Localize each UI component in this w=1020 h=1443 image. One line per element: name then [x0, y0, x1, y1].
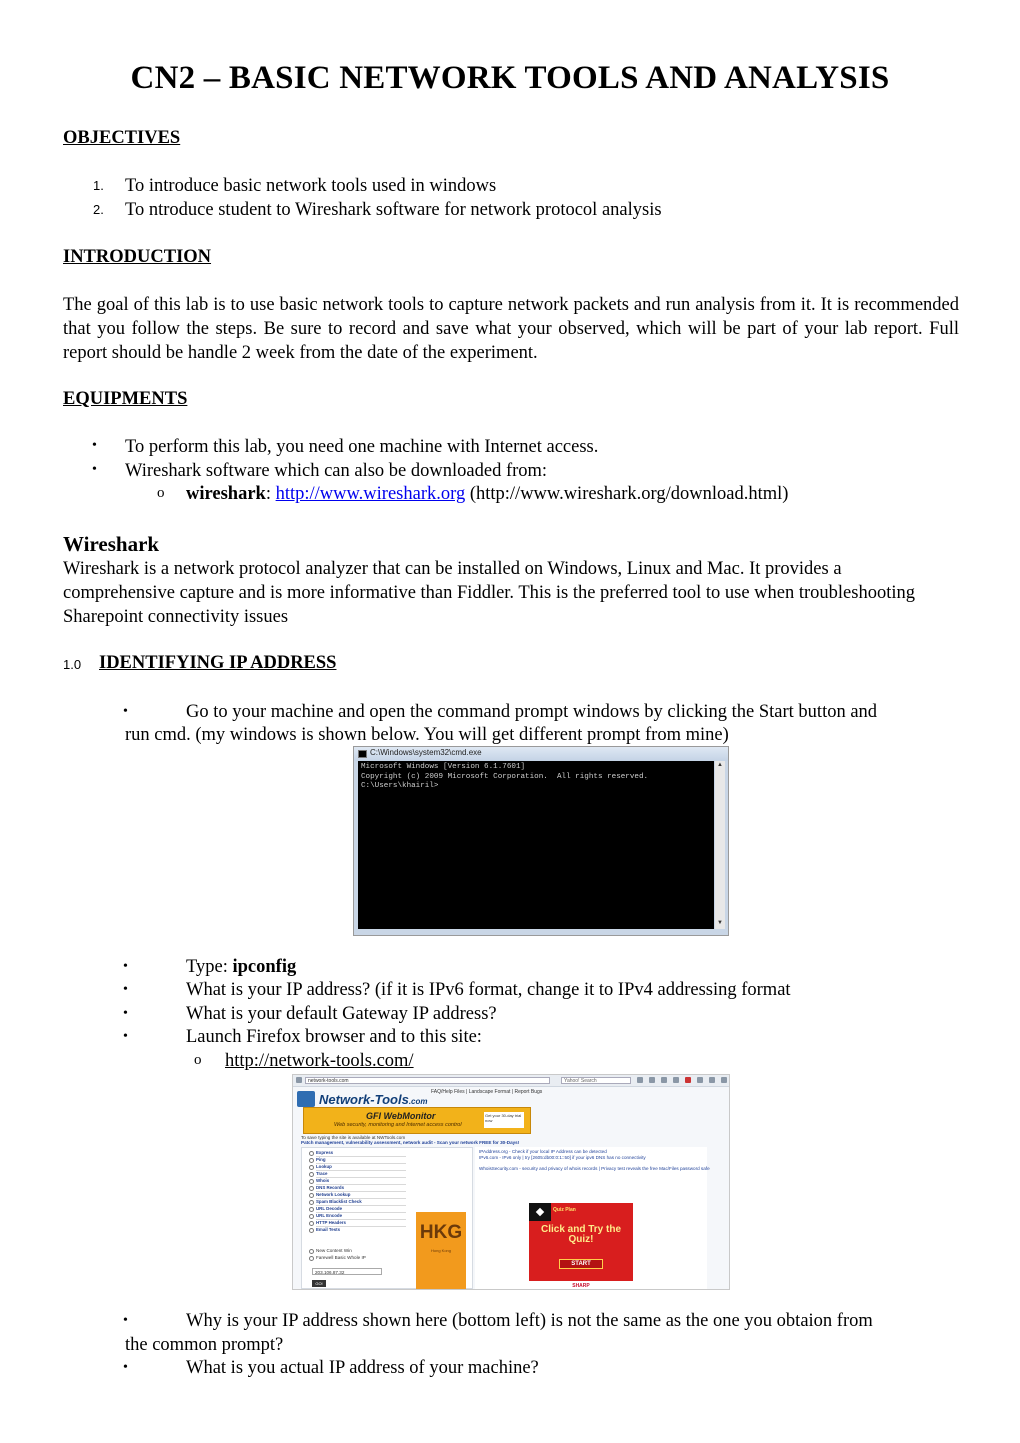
- cmd-window-screenshot: [353, 746, 729, 936]
- scroll-down-icon: ▼: [717, 920, 723, 926]
- toolbar-icon: [637, 1077, 643, 1083]
- page-title: CN2 – BASIC NETWORK TOOLS AND ANALYSIS: [130, 60, 890, 96]
- toolbar-icon: [721, 1077, 727, 1083]
- quiz-logo-icon: [536, 1208, 544, 1216]
- toolbar-icon: [649, 1077, 655, 1083]
- cmd-line: Copyright (c) 2009 Microsoft Corporation. All rights reserved.: [361, 772, 649, 781]
- scroll-up-icon: ▲: [717, 762, 723, 768]
- question-ip-address: What is your IP address? (if it is IPv6 format, change it to IPv4 addressing format: [186, 980, 791, 1000]
- cmd-title: C:\Windows\system32\cmd.exe: [370, 748, 482, 757]
- radio-icon: [309, 1214, 314, 1219]
- radio-icon: [309, 1165, 314, 1170]
- step-launch-firefox: Launch Firefox browser and to this site:: [186, 1027, 482, 1047]
- bullet-icon: •: [123, 1313, 128, 1328]
- back-icon: [296, 1077, 302, 1083]
- wireshark-separator: :: [265, 484, 276, 504]
- sub-bullet-icon: o: [157, 485, 165, 501]
- question-actual-ip: What is you actual IP address of your machine?: [186, 1358, 539, 1378]
- equipment-item-2: Wireshark software which can also be downloaded from:: [125, 461, 548, 481]
- quiz-ad: [529, 1203, 633, 1289]
- cmd-window-icon: [358, 750, 367, 758]
- toolbar-icon: [709, 1077, 715, 1083]
- ipconfig-command: ipconfig: [232, 957, 297, 977]
- toolbar-icon: [673, 1077, 679, 1083]
- radio-icon: [309, 1193, 314, 1198]
- banner-subtitle: Web security, monitoring and Internet access control: [334, 1122, 462, 1128]
- step-open-cmd-line1: Go to your machine and open the command prompt windows by clicking the Start button and: [186, 702, 878, 722]
- hkg-ad-text: HKG: [419, 1222, 463, 1243]
- radio-icon: [309, 1256, 314, 1261]
- network-tools-logo: [319, 1092, 427, 1107]
- quiz-title: Quiz Plan: [553, 1207, 576, 1213]
- radio-icon: [309, 1228, 314, 1233]
- banner-title: GFI WebMonitor: [366, 1111, 436, 1121]
- step-type-ipconfig: [186, 955, 296, 979]
- menu-item: Spam Blacklist Check: [316, 1199, 362, 1204]
- go-button: GO!: [312, 1280, 326, 1287]
- menu-divider: [316, 1156, 406, 1157]
- quiz-start-button: START: [559, 1259, 603, 1269]
- browser-search: Yahoo! Search: [561, 1077, 631, 1084]
- menu-item: URL Encode: [316, 1213, 343, 1218]
- info-text-2: IPv6.com - IPv6 only | try [2605:db00:0:1::50] if your ipv6 DNS has no connectivity: [479, 1155, 646, 1160]
- info-line-2: Patch management, vulnerability assessment, network audit - Scan your network FREE for 30-Days!: [301, 1140, 520, 1145]
- browser-toolbar: [293, 1075, 729, 1087]
- section-heading: IDENTIFYING IP ADDRESS: [99, 653, 337, 673]
- radio-option-2: Farewell Basic Whole IP: [316, 1255, 366, 1260]
- bullet-icon: •: [92, 438, 97, 453]
- introduction-heading: INTRODUCTION: [63, 247, 212, 267]
- info-line-1: To save typing the site is available at NWTools.com: [301, 1135, 406, 1140]
- radio-icon: [309, 1249, 314, 1254]
- bullet-icon: •: [123, 982, 128, 997]
- wireshark-heading: Wireshark: [63, 532, 160, 556]
- wireshark-paragraph: Wireshark is a network protocol analyzer that can be installed on Windows, Linux and Mac. It provides a comprehensive capture and is more informative than Fiddler. This is the preferred tool to use when troubleshooting Sharepoint connectivity issues: [63, 559, 915, 627]
- bullet-icon: •: [123, 1006, 128, 1021]
- network-tools-link[interactable]: http://network-tools.com/: [225, 1051, 414, 1071]
- wireshark-label: wireshark: [186, 484, 266, 504]
- banner-cta: Get your 30-day trial now: [484, 1112, 524, 1128]
- menu-item: Whois: [316, 1178, 330, 1183]
- quiz-logo-box: [529, 1203, 551, 1221]
- bullet-icon: •: [123, 704, 128, 719]
- cmd-line: Microsoft Windows [Version 6.1.7601]: [361, 763, 526, 771]
- equipments-heading: EQUIPMENTS: [63, 389, 188, 409]
- radio-icon: [309, 1186, 314, 1191]
- menu-item: URL Decode: [316, 1206, 343, 1211]
- question-why-ip-line1: Why is your IP address shown here (bottom left) is not the same as the one you obtaion from: [186, 1311, 873, 1331]
- info-panel: [475, 1147, 710, 1289]
- wireshark-download-line: [186, 482, 788, 506]
- quiz-brand: SHARP: [572, 1283, 590, 1289]
- sub-bullet-icon: o: [194, 1052, 202, 1068]
- radio-icon: [309, 1207, 314, 1212]
- question-why-ip-line2: the common prompt?: [125, 1335, 284, 1355]
- info-text-1: IPAddress.org - Check if your local IP Address can be detected: [479, 1149, 607, 1154]
- menu-item: Email Tests: [316, 1227, 341, 1232]
- logo-suffix: .com: [408, 1097, 428, 1106]
- menu-divider: [316, 1177, 406, 1178]
- bullet-icon: •: [123, 959, 128, 974]
- menu-item: Network Lookup: [316, 1192, 351, 1197]
- section-number: 1.0: [63, 657, 82, 672]
- wireshark-download-url: (http://www.wireshark.org/download.html): [465, 484, 789, 504]
- ip-address-field: 203.106.87.32: [312, 1268, 382, 1275]
- info-text-3: WhoisSecurity.com - security and privacy of whois records | Privacy test reveals the free Mac/Files password safe: [479, 1166, 710, 1171]
- cmd-titlebar: [354, 747, 728, 761]
- network-tools-logo-icon: [297, 1091, 315, 1107]
- objective-number-1: 1.: [93, 178, 104, 193]
- ad-header: [416, 1202, 466, 1212]
- radio-icon: [309, 1151, 314, 1156]
- wireshark-link[interactable]: http://www.wireshark.org: [275, 484, 466, 504]
- bullet-icon: •: [123, 1029, 128, 1044]
- menu-item: Ping: [316, 1157, 326, 1162]
- menu-item: Trace: [316, 1171, 328, 1176]
- menu-divider: [316, 1170, 406, 1171]
- network-tools-screenshot: [292, 1074, 730, 1290]
- bullet-icon: •: [92, 462, 97, 477]
- cmd-prompt: C:\Users\khairil>: [361, 782, 439, 790]
- toolbar-icon: [661, 1077, 667, 1083]
- radio-icon: [309, 1200, 314, 1205]
- menu-item: HTTP Headers: [316, 1220, 346, 1225]
- objective-number-2: 2.: [93, 202, 104, 217]
- equipment-item-1: To perform this lab, you need one machine with Internet access.: [125, 437, 599, 457]
- bullet-icon: •: [123, 1360, 128, 1375]
- step-open-cmd-line2: run cmd. (my windows is shown below. You will get different prompt from mine): [125, 725, 729, 745]
- toolbar-icon: [697, 1077, 703, 1083]
- objectives-heading: OBJECTIVES: [63, 128, 181, 148]
- browser-url: network-tools.com: [305, 1077, 550, 1084]
- radio-icon: [309, 1221, 314, 1226]
- introduction-paragraph: The goal of this lab is to use basic network tools to capture network packets and run analysis from it. It is recommended that you follow the steps. Be sure to record and save what your observed, which will be part of your lab report. Full report should be handle 2 week from the date of the experiment.: [63, 295, 959, 363]
- menu-item: DNS Records: [316, 1185, 345, 1190]
- radio-icon: [309, 1179, 314, 1184]
- toolbar-icon: [685, 1077, 691, 1083]
- radio-icon: [309, 1158, 314, 1163]
- cmd-scrollbar: [715, 761, 725, 929]
- radio-icon: [309, 1172, 314, 1177]
- hkg-ad: [416, 1202, 466, 1290]
- objective-item-1: To introduce basic network tools used in windows: [125, 176, 497, 196]
- type-label: Type:: [186, 957, 233, 977]
- hkg-ad-subtext: Hong Kong: [430, 1248, 451, 1253]
- objective-item-2: To ntroduce student to Wireshark software for network protocol analysis: [125, 200, 662, 220]
- question-gateway: What is your default Gateway IP address?: [186, 1004, 497, 1024]
- quiz-main-text: Click and Try the Quiz!: [540, 1224, 622, 1245]
- top-links: FAQ/Help Files | Landscape Format | Report Bugs: [431, 1089, 543, 1095]
- radio-option-1: New Content Win: [316, 1248, 352, 1253]
- tools-panel: [301, 1147, 473, 1289]
- menu-item: Lookup: [316, 1164, 332, 1169]
- logo-text: Network-Tools: [319, 1092, 409, 1107]
- cmd-console: [358, 761, 714, 929]
- menu-item: Express: [316, 1150, 334, 1155]
- gfi-banner-ad: [303, 1107, 531, 1134]
